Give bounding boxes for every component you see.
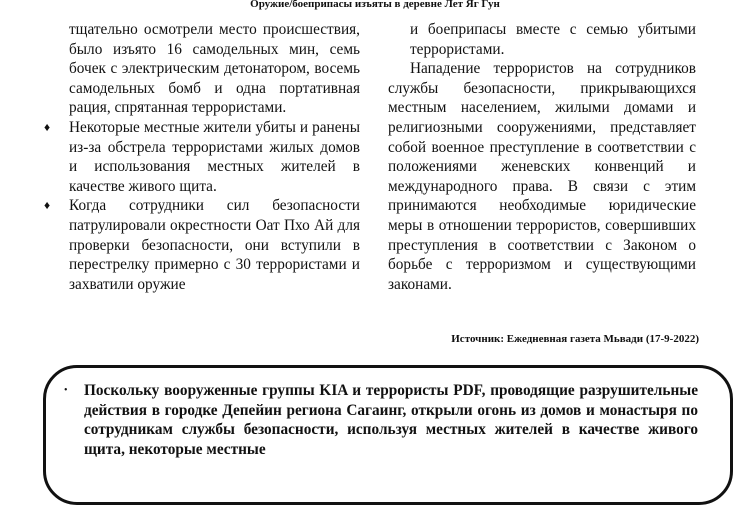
- callout-text: Поскольку вооруженные группы KIA и террористы PDF, проводящие разрушительные действия в городке Депейин региона Сагаинг, открыли огонь из домов и монастыря по сотрудникам службы безопасности, используя местных жителей в качестве живого щита, некоторые местные: [84, 382, 698, 458]
- left-column: [0, 20, 360, 294]
- bullet-item-patrol: [0, 196, 360, 294]
- diamond-bullet-icon: ♦: [44, 119, 51, 134]
- round-bullet-icon: •: [64, 385, 68, 396]
- callout-text-block: [62, 381, 698, 459]
- bullet-text: Когда сотрудники сил безопасности патрулировали окрестности Оат Пхо Ай для проверки безопасности, они вступили в перестрелку примерно с 30 террористами и захватили оружие: [69, 197, 360, 293]
- article-header: Оружие/боеприпасы изъяты в деревне Лет Яг Гун: [250, 0, 500, 10]
- right-column: [388, 20, 696, 294]
- bullet-item-casualties: [0, 118, 360, 196]
- left-continued-paragraph: тщательно осмотрели место происшествия, было изъято 16 самодельных мин, семь бочек с электрическим детонатором, восемь самодельных бомб и одна портативная рация, спрятанная террористами.: [69, 21, 360, 117]
- right-main-paragraph: Нападение террористов на сотрудников службы безопасности, прикрывающихся местным населением, жилыми домами и религиозными сооружениями, представляет собой военное преступление в соответствии с положениями женевских конвенций и международного права. В связи с этим принимаются необходимые юридические меры в отношении террористов, совершивших преступления в соответствии с Законом о борьбе с терроризмом и существующими законами.: [388, 60, 696, 293]
- right-continued-paragraph: и боеприпасы вместе с семью убитыми террористами.: [410, 21, 696, 58]
- source-citation: Источник: Ежедневная газета Мьвади (17-9-2022): [451, 333, 699, 345]
- diamond-bullet-icon: ♦: [44, 198, 51, 213]
- bullet-text: Некоторые местные жители убиты и ранены из-за обстрела террористами жилых домов и использования местных жителей в качестве живого щита.: [69, 118, 360, 195]
